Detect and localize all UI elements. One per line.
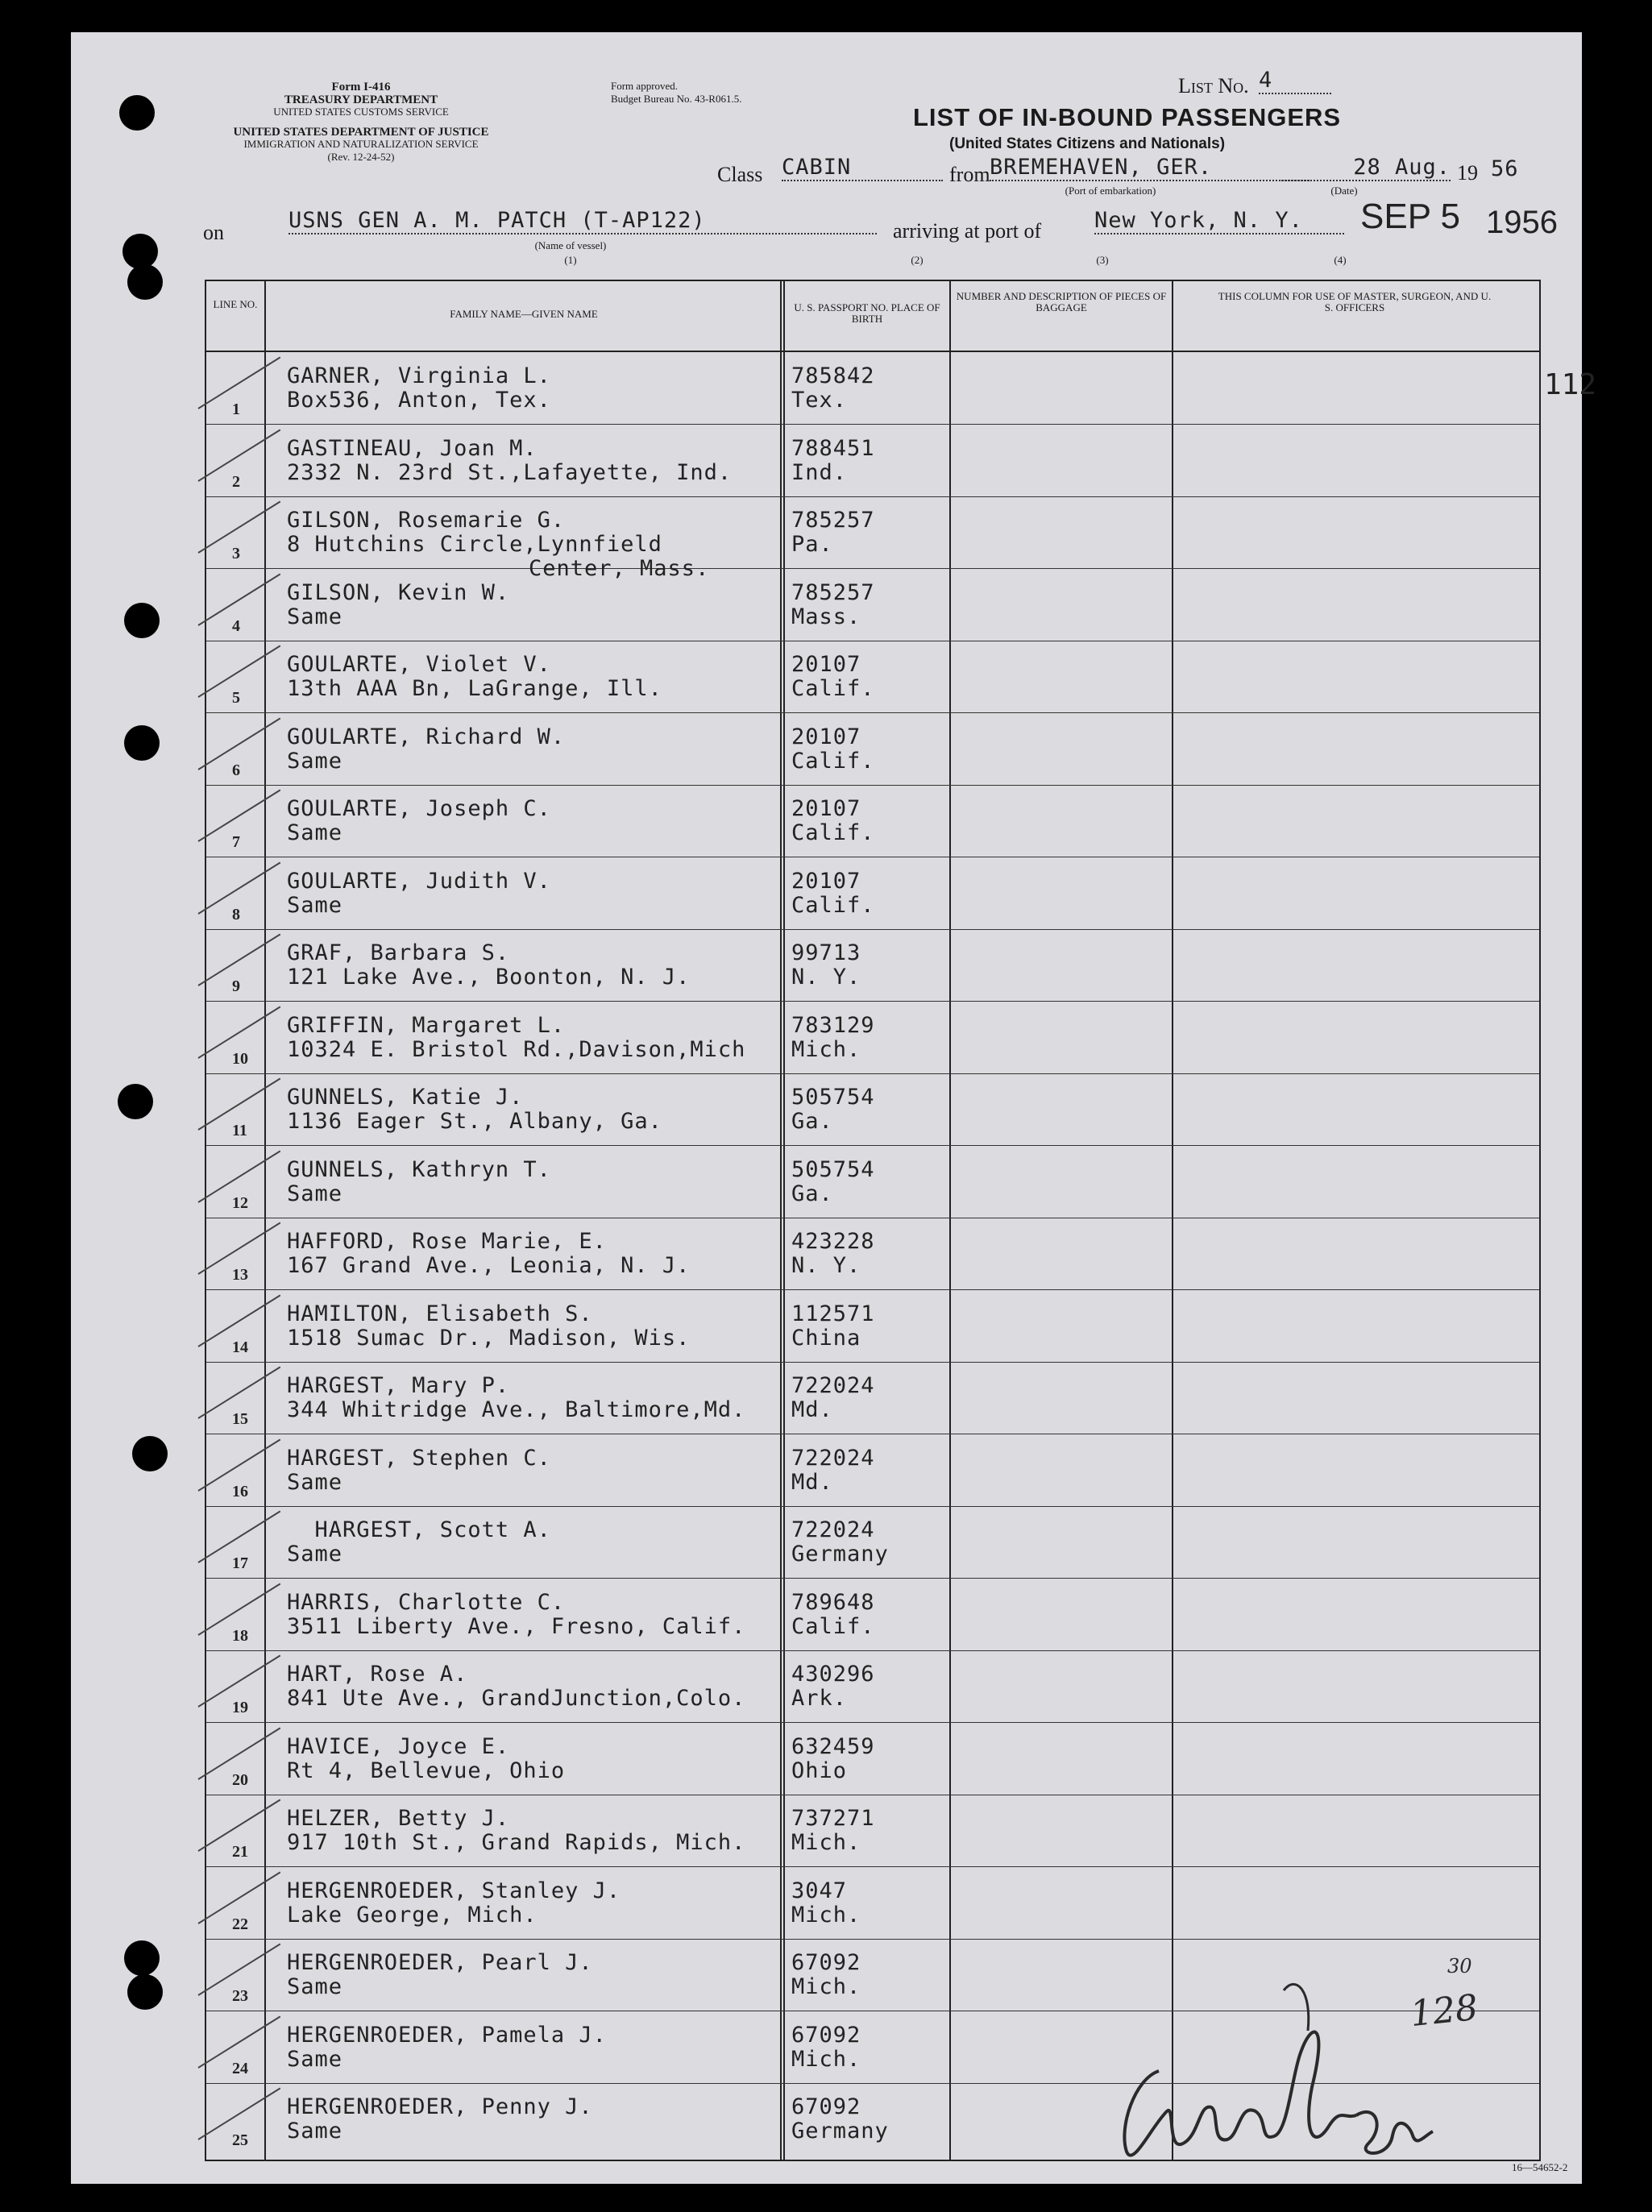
place-of-birth: Calif. bbox=[791, 1613, 875, 1639]
passenger-address: 10324 E. Bristol Rd.,Davison,Mich bbox=[287, 1036, 746, 1062]
passenger-name: GOULARTE, Joseph C. bbox=[287, 796, 551, 821]
place-of-birth: Mich. bbox=[791, 1902, 861, 1928]
row-line-number: 15 bbox=[232, 1410, 248, 1428]
handwritten-superscript: 30 bbox=[1447, 1955, 1472, 1978]
arrival-year-stamp: 1956 bbox=[1486, 205, 1558, 240]
place-of-birth: Md. bbox=[791, 1469, 833, 1495]
row-line-number: 19 bbox=[232, 1699, 248, 1716]
passenger-address: 917 10th St., Grand Rapids, Mich. bbox=[287, 1830, 746, 1855]
on-label: on bbox=[203, 221, 224, 244]
table-row bbox=[206, 1723, 1539, 1795]
table-row bbox=[206, 1362, 1539, 1434]
passenger-address: 344 Whitridge Ave., Baltimore,Md. bbox=[287, 1397, 746, 1422]
row-line-number: 12 bbox=[232, 1193, 248, 1212]
punch-hole bbox=[119, 95, 155, 131]
passenger-name: HAMILTON, Elisabeth S. bbox=[287, 1301, 593, 1326]
passport-number: 737271 bbox=[791, 1806, 875, 1831]
row-line-number: 4 bbox=[232, 616, 240, 635]
row-line-number: 16 bbox=[232, 1482, 248, 1500]
budget-bureau: Budget Bureau No. 43-R061.5. bbox=[611, 93, 742, 105]
header-family-name: FAMILY NAME—GIVEN NAME bbox=[450, 308, 598, 320]
passenger-address: 841 Ute Ave., GrandJunction,Colo. bbox=[287, 1686, 746, 1711]
passport-number: 20107 bbox=[791, 796, 861, 821]
place-of-birth: Calif. bbox=[791, 676, 875, 701]
header-officers: THIS COLUMN FOR USE OF MASTER, SURGEON, AND U. S. OFFICERS bbox=[1218, 290, 1492, 313]
passenger-name: HERGENROEDER, Pamela J. bbox=[287, 2022, 607, 2048]
passenger-name: GUNNELS, Kathryn T. bbox=[287, 1156, 551, 1182]
row-line-number: 5 bbox=[232, 689, 240, 707]
table-row bbox=[206, 1650, 1539, 1723]
table-row bbox=[206, 1795, 1539, 1867]
handwritten-signature bbox=[1070, 1942, 1505, 2176]
passport-number: 112571 bbox=[791, 1301, 875, 1326]
passenger-name: HERGENROEDER, Penny J. bbox=[287, 2094, 593, 2119]
place-of-birth: Mich. bbox=[791, 1036, 861, 1062]
row-line-number: 2 bbox=[232, 472, 240, 491]
from-value: BREMEHAVEN, GER. bbox=[990, 155, 1312, 181]
passport-number: 99713 bbox=[791, 940, 861, 965]
col-caption-4: (4) bbox=[1334, 254, 1347, 266]
header-line-no: LINE NO. bbox=[213, 298, 258, 310]
table-row bbox=[206, 857, 1539, 930]
passenger-address: 8 Hutchins Circle,Lynnfield bbox=[287, 532, 662, 557]
form-number: Form I-416 bbox=[331, 81, 391, 93]
table-row bbox=[206, 641, 1539, 713]
class-label: Class bbox=[717, 163, 763, 186]
passenger-name: GOULARTE, Judith V. bbox=[287, 868, 551, 894]
passenger-address: Same bbox=[287, 820, 343, 845]
col-caption-1: (1) bbox=[564, 254, 577, 266]
row-line-number: 17 bbox=[232, 1554, 248, 1572]
passenger-address: 167 Grand Ave., Leonia, N. J. bbox=[287, 1253, 691, 1278]
place-of-birth: Germany bbox=[791, 1542, 889, 1567]
table-row bbox=[206, 1290, 1539, 1363]
table-row bbox=[206, 1002, 1539, 1074]
table-row bbox=[206, 352, 1539, 425]
passport-number: 20107 bbox=[791, 724, 861, 749]
punch-hole bbox=[124, 725, 160, 761]
passenger-name: HAVICE, Joyce E. bbox=[287, 1733, 510, 1759]
passport-number: 722024 bbox=[791, 1517, 875, 1542]
place-of-birth: Calif. bbox=[791, 820, 875, 845]
handwritten-count: 128 bbox=[1408, 1986, 1480, 2036]
place-of-birth: Tex. bbox=[791, 388, 848, 413]
place-of-birth: Ga. bbox=[791, 1181, 833, 1206]
place-of-birth: Ohio bbox=[791, 1758, 848, 1783]
date-year: 56 bbox=[1491, 156, 1519, 181]
passenger-address: 1136 Eager St., Albany, Ga. bbox=[287, 1109, 662, 1134]
table-row bbox=[206, 1146, 1539, 1218]
passenger-address: Box536, Anton, Tex. bbox=[287, 388, 551, 413]
punch-hole bbox=[132, 1436, 168, 1471]
passenger-address: Same bbox=[287, 748, 343, 774]
header-baggage: NUMBER AND DESCRIPTION OF PIECES OF BAGGAGE bbox=[956, 290, 1167, 313]
passenger-address-line2: Center, Mass. bbox=[529, 556, 710, 581]
passenger-name: GOULARTE, Violet V. bbox=[287, 652, 551, 677]
vessel-caption: (Name of vessel) bbox=[534, 239, 607, 251]
punch-hole bbox=[124, 1940, 160, 1976]
header-passport: U. S. PASSPORT NO. PLACE OF BIRTH bbox=[794, 301, 940, 325]
punch-hole bbox=[127, 264, 163, 300]
table-row bbox=[206, 1073, 1539, 1146]
passenger-address: Same bbox=[287, 1469, 343, 1495]
passenger-name: HERGENROEDER, Pearl J. bbox=[287, 1950, 593, 1975]
row-line-number: 25 bbox=[232, 2131, 248, 2149]
row-line-number: 6 bbox=[232, 761, 240, 779]
passenger-name: HARGEST, Scott A. bbox=[287, 1517, 551, 1542]
row-line-number: 11 bbox=[232, 1122, 247, 1139]
row-line-number: 21 bbox=[232, 1843, 248, 1861]
place-of-birth: Ark. bbox=[791, 1686, 848, 1711]
place-of-birth: Mich. bbox=[791, 1830, 861, 1855]
passenger-name: GRIFFIN, Margaret L. bbox=[287, 1012, 566, 1038]
dept-treasury: TREASURY DEPARTMENT bbox=[284, 93, 438, 106]
passenger-name: HARGEST, Mary P. bbox=[287, 1373, 510, 1398]
table-row bbox=[206, 425, 1539, 497]
class-value: CABIN bbox=[782, 155, 943, 181]
list-no-value: 4 bbox=[1259, 68, 1331, 94]
punch-hole bbox=[122, 234, 158, 269]
form-approved: Form approved. bbox=[611, 80, 679, 92]
row-line-number: 3 bbox=[232, 545, 240, 562]
table-row bbox=[206, 1218, 1539, 1290]
passenger-name: HELZER, Betty J. bbox=[287, 1806, 510, 1831]
punch-hole bbox=[118, 1084, 153, 1119]
passenger-address: Same bbox=[287, 1181, 343, 1206]
port-embark-caption: (Port of embarkation) bbox=[1065, 185, 1156, 197]
document-page bbox=[71, 32, 1597, 2184]
arriving-label: arriving at port of bbox=[893, 219, 1042, 243]
dept-ins: IMMIGRATION AND NATURALIZATION SERVICE bbox=[243, 138, 479, 150]
passport-number: 423228 bbox=[791, 1229, 875, 1254]
vessel-name: USNS GEN A. M. PATCH (T-AP122) bbox=[288, 208, 877, 234]
dept-customs: UNITED STATES CUSTOMS SERVICE bbox=[273, 106, 449, 118]
place-of-birth: Ga. bbox=[791, 1109, 833, 1134]
passenger-name: GUNNELS, Katie J. bbox=[287, 1085, 524, 1110]
place-of-birth: Mich. bbox=[791, 1974, 861, 1999]
place-of-birth: Ind. bbox=[791, 459, 848, 485]
passenger-address: Same bbox=[287, 892, 343, 918]
from-label: from bbox=[949, 163, 990, 186]
passenger-address: Same bbox=[287, 1542, 343, 1567]
passenger-address: Same bbox=[287, 604, 343, 629]
passport-number: 632459 bbox=[791, 1733, 875, 1759]
page-subtitle: (United States Citizens and Nationals) bbox=[949, 135, 1226, 152]
place-of-birth: Md. bbox=[791, 1397, 833, 1422]
passenger-name: GOULARTE, Richard W. bbox=[287, 724, 566, 749]
row-line-number: 1 bbox=[232, 400, 240, 418]
passenger-name: HARRIS, Charlotte C. bbox=[287, 1589, 566, 1615]
row-line-number: 24 bbox=[232, 2059, 248, 2077]
row-line-number: 9 bbox=[232, 977, 240, 995]
col-caption-2: (2) bbox=[911, 254, 924, 266]
row-line-number: 18 bbox=[232, 1626, 248, 1645]
passport-number: 785257 bbox=[791, 579, 875, 605]
passport-number: 785842 bbox=[791, 363, 875, 388]
punch-hole bbox=[127, 1974, 163, 2010]
passenger-name: HART, Rose A. bbox=[287, 1662, 468, 1687]
passenger-address: 121 Lake Ave., Boonton, N. J. bbox=[287, 965, 691, 990]
passport-number: 430296 bbox=[791, 1662, 875, 1687]
punch-hole bbox=[124, 603, 160, 638]
row-line-number: 10 bbox=[232, 1049, 248, 1068]
passenger-name: HARGEST, Stephen C. bbox=[287, 1445, 551, 1471]
place-of-birth: China bbox=[791, 1325, 861, 1351]
passport-number: 3047 bbox=[791, 1878, 848, 1903]
table-row bbox=[206, 713, 1539, 786]
page-title: LIST OF IN-BOUND PASSENGERS bbox=[913, 103, 1342, 131]
table-row bbox=[206, 1506, 1539, 1579]
passport-number: 722024 bbox=[791, 1373, 875, 1398]
passenger-table bbox=[205, 280, 1597, 2161]
arrival-date-stamp: SEP 5 bbox=[1360, 197, 1460, 236]
row-line-number: 22 bbox=[232, 1915, 248, 1933]
table-row bbox=[206, 496, 1539, 581]
table-row bbox=[206, 1867, 1539, 1940]
passenger-name: GASTINEAU, Joan M. bbox=[287, 435, 538, 461]
passport-number: 505754 bbox=[791, 1085, 875, 1110]
table-row bbox=[206, 569, 1539, 641]
row-line-number: 20 bbox=[232, 1770, 248, 1789]
passenger-address: Lake George, Mich. bbox=[287, 1902, 538, 1928]
row-line-number: 7 bbox=[232, 833, 240, 851]
passenger-name: HERGENROEDER, Stanley J. bbox=[287, 1878, 621, 1903]
row-line-number: 13 bbox=[232, 1266, 248, 1284]
officer-count: 112 bbox=[1544, 368, 1597, 401]
passenger-address: 2332 N. 23rd St.,Lafayette, Ind. bbox=[287, 459, 733, 485]
date-year-prefix: 19 bbox=[1457, 161, 1478, 185]
passport-number: 20107 bbox=[791, 652, 861, 677]
place-of-birth: N. Y. bbox=[791, 1253, 861, 1278]
place-of-birth: Mich. bbox=[791, 2046, 861, 2072]
passport-number: 67092 bbox=[791, 1950, 861, 1975]
table-row bbox=[206, 1579, 1539, 1651]
place-of-birth: Germany bbox=[791, 2119, 889, 2144]
place-of-birth: Mass. bbox=[791, 604, 861, 629]
list-no-label: List No. bbox=[1178, 74, 1249, 98]
passenger-address: 3511 Liberty Ave., Fresno, Calif. bbox=[287, 1613, 746, 1639]
passport-number: 20107 bbox=[791, 868, 861, 894]
row-line-number: 14 bbox=[232, 1338, 248, 1356]
passenger-address: Rt 4, Bellevue, Ohio bbox=[287, 1758, 566, 1783]
form-code: 16—54652-2 bbox=[1512, 2161, 1568, 2173]
passport-number: 722024 bbox=[791, 1445, 875, 1471]
passenger-address: 1518 Sumac Dr., Madison, Wis. bbox=[287, 1325, 691, 1351]
passenger-address: Same bbox=[287, 1974, 343, 1999]
passenger-address: Same bbox=[287, 2119, 343, 2144]
passport-number: 785257 bbox=[791, 508, 875, 533]
passport-number: 67092 bbox=[791, 2022, 861, 2048]
passport-number: 505754 bbox=[791, 1156, 875, 1182]
passenger-address: Same bbox=[287, 2046, 343, 2072]
form-revision: (Rev. 12-24-52) bbox=[327, 151, 395, 163]
table-row bbox=[206, 1434, 1539, 1507]
passenger-name: GILSON, Rosemarie G. bbox=[287, 508, 566, 533]
date-caption: (Date) bbox=[1330, 185, 1358, 197]
passenger-name: GILSON, Kevin W. bbox=[287, 579, 510, 605]
passport-number: 67092 bbox=[791, 2094, 861, 2119]
table-row bbox=[206, 785, 1539, 857]
date-day-month: 28 Aug. bbox=[1281, 155, 1451, 181]
arrival-port: New York, N. Y. bbox=[1094, 208, 1344, 234]
dept-justice: UNITED STATES DEPARTMENT OF JUSTICE bbox=[233, 126, 489, 139]
passenger-name: GARNER, Virginia L. bbox=[287, 363, 551, 388]
place-of-birth: Calif. bbox=[791, 892, 875, 918]
passenger-address: 13th AAA Bn, LaGrange, Ill. bbox=[287, 676, 662, 701]
place-of-birth: Calif. bbox=[791, 748, 875, 774]
table-row bbox=[206, 929, 1539, 1002]
row-line-number: 23 bbox=[232, 1987, 248, 2005]
passport-number: 783129 bbox=[791, 1012, 875, 1038]
passenger-name: HAFFORD, Rose Marie, E. bbox=[287, 1229, 607, 1254]
passenger-name: GRAF, Barbara S. bbox=[287, 940, 510, 965]
row-line-number: 8 bbox=[232, 905, 240, 923]
col-caption-3: (3) bbox=[1096, 254, 1109, 266]
passport-number: 788451 bbox=[791, 435, 875, 461]
place-of-birth: Pa. bbox=[791, 532, 833, 557]
passport-number: 789648 bbox=[791, 1589, 875, 1615]
place-of-birth: N. Y. bbox=[791, 965, 861, 990]
